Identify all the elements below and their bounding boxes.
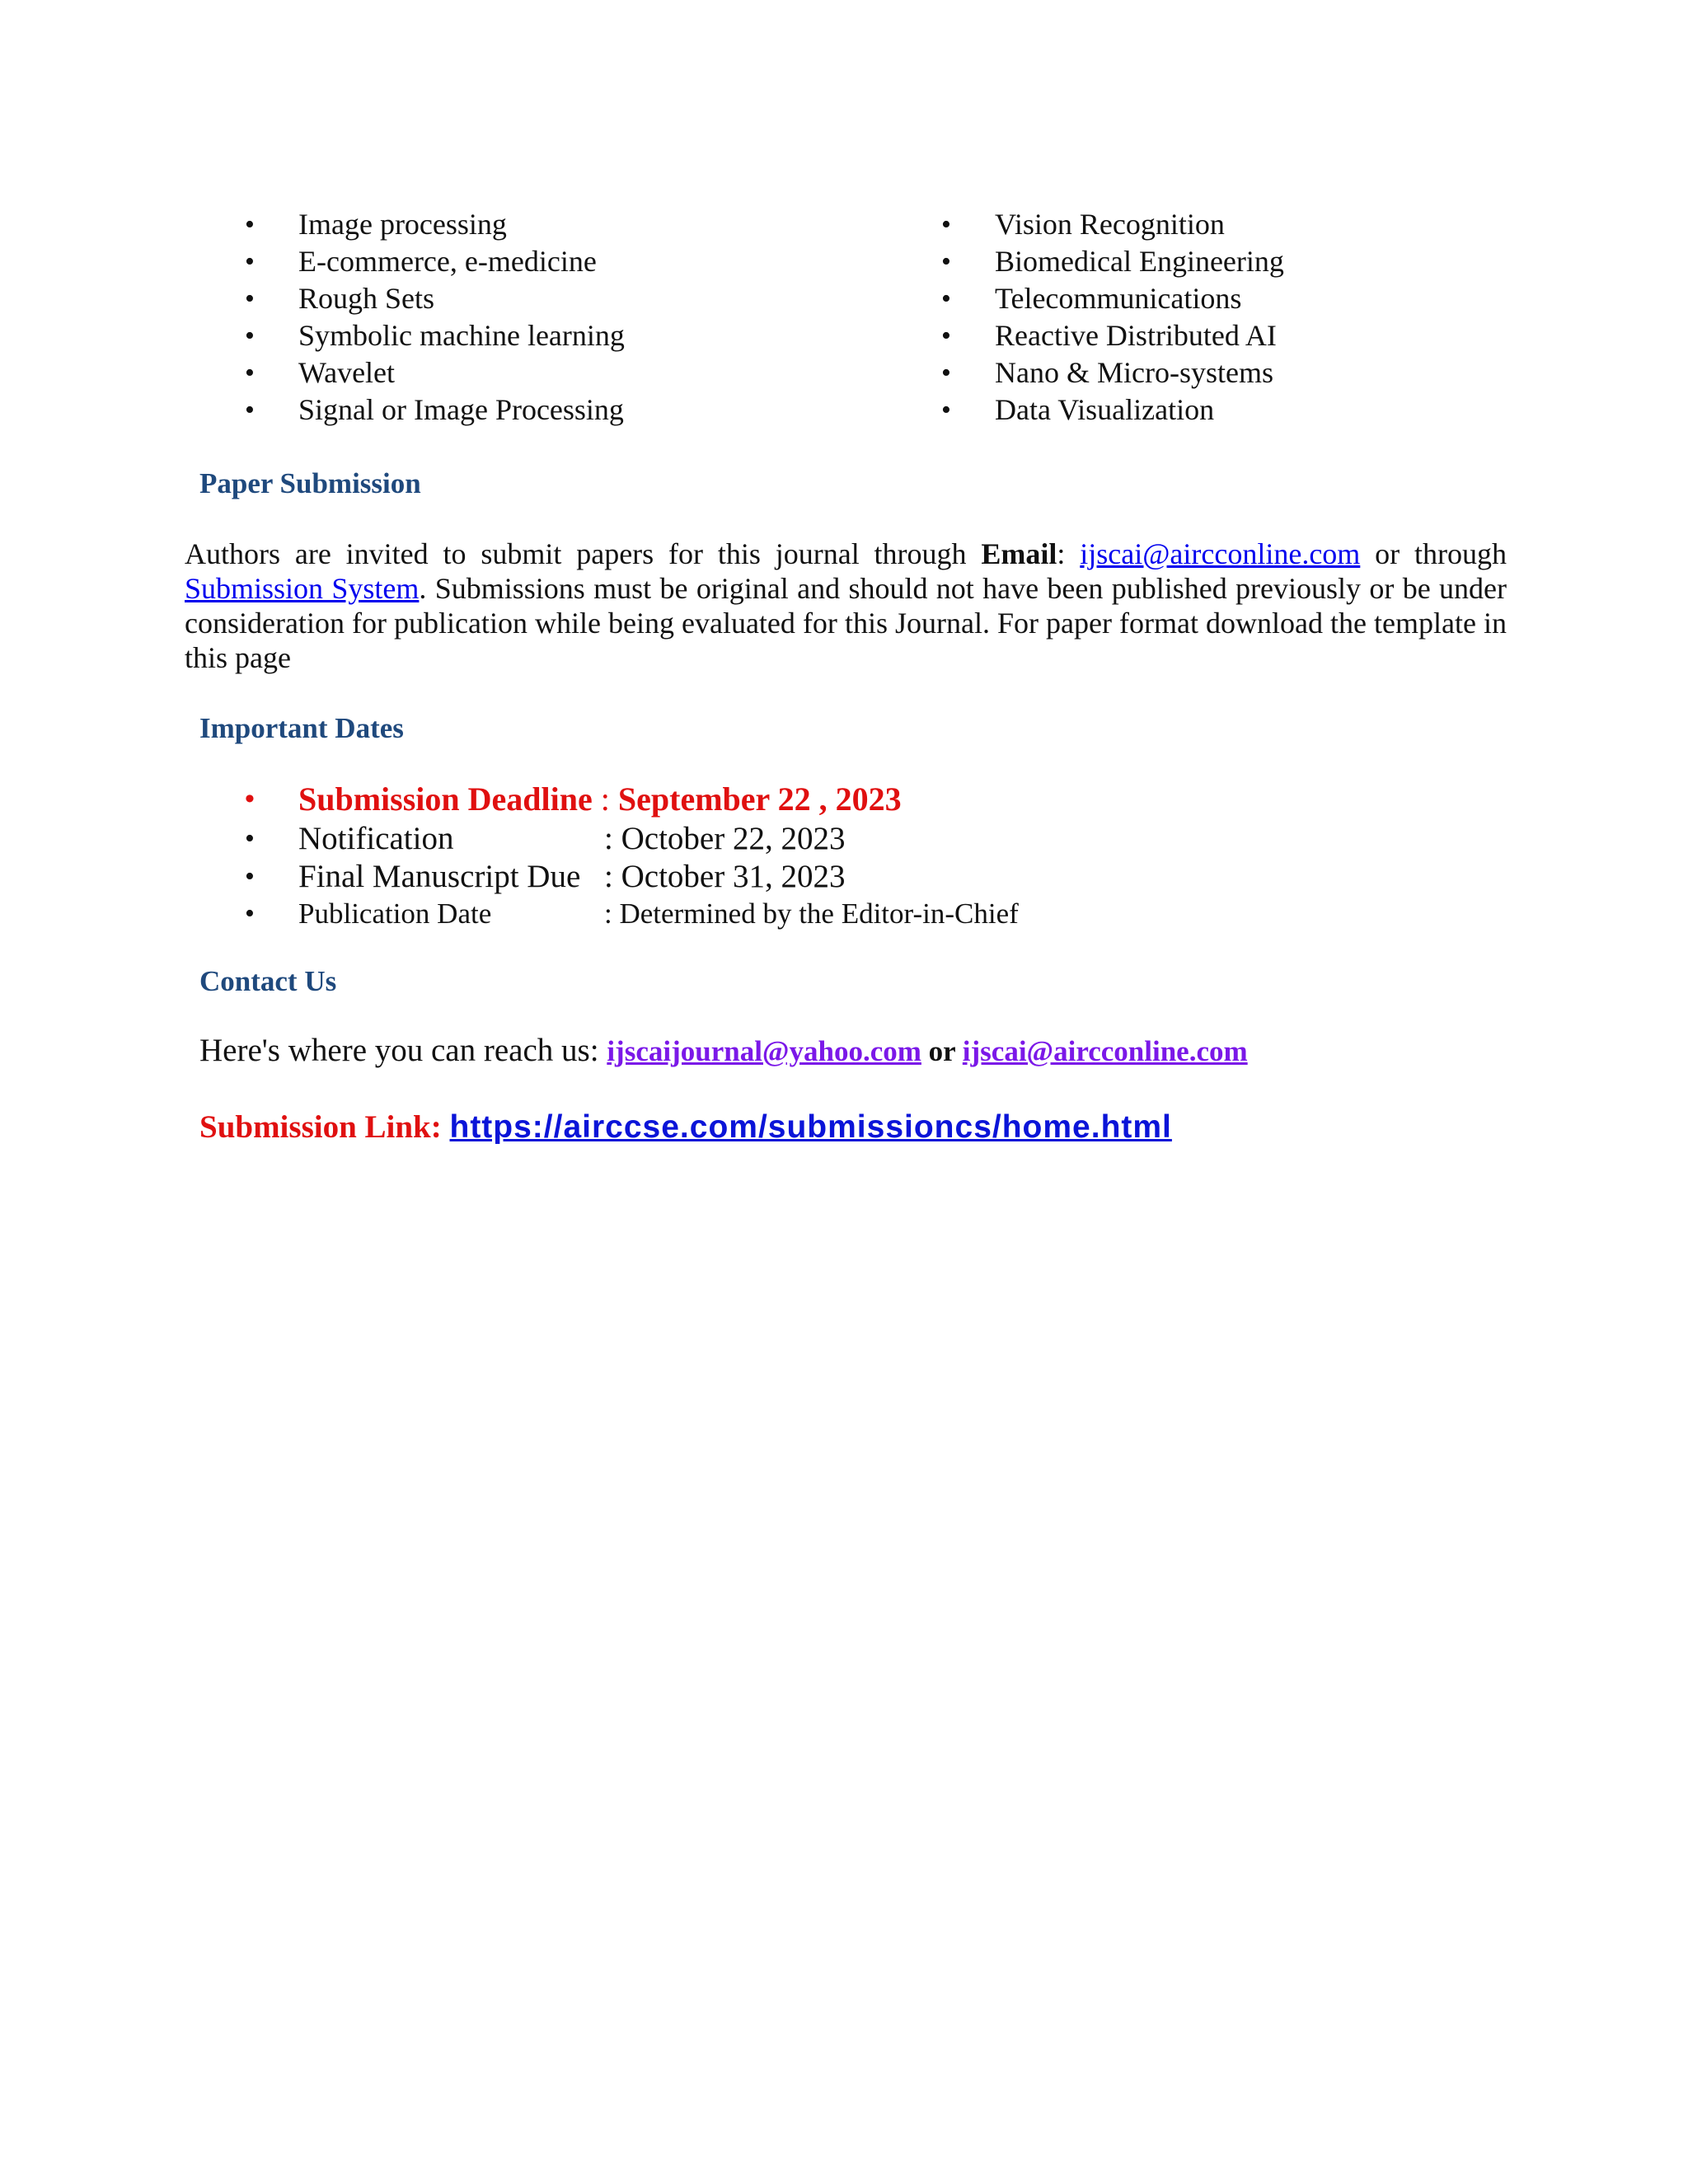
bullet-icon: • <box>941 209 951 240</box>
list-item: • Vision Recognition <box>941 206 1284 243</box>
bullet-icon: • <box>941 321 951 351</box>
list-item: • Nano & Micro-systems <box>941 354 1284 391</box>
list-item: • Symbolic machine learning <box>245 317 625 354</box>
list-item: • Image processing <box>245 206 625 243</box>
bullet-icon: • <box>245 246 255 277</box>
bullet-icon: • <box>245 209 255 240</box>
bullet-icon: • <box>245 395 255 425</box>
bullet-icon: • <box>245 284 255 314</box>
paper-submission-paragraph: Authors are invited to submit papers for this journal through Email: ijscai@aircconline.com or through Submission System. Submissions must be original and should not have been published previously or be under consideration for publication while being evaluated for this Journal. For paper format download the template in this page <box>185 537 1507 674</box>
bullet-icon: • <box>941 246 951 277</box>
date-item-submission-deadline: • Submission Deadline : September 22 , 2023 <box>245 779 1019 820</box>
contact-email-yahoo-link[interactable]: ijscaijournal@yahoo.com <box>607 1035 921 1067</box>
topics-right-column <box>941 206 1284 429</box>
list-item: • Data Visualization <box>941 391 1284 429</box>
submission-email-link[interactable]: ijscai@aircconline.com <box>1080 537 1361 570</box>
list-item: • Rough Sets <box>245 280 625 317</box>
submission-system-link[interactable]: Submission System <box>185 572 420 605</box>
topics-list <box>0 206 1688 445</box>
bullet-icon: • <box>941 395 951 425</box>
bullet-icon: • <box>245 784 255 814</box>
date-item-notification: • Notification : October 22, 2023 <box>245 821 846 856</box>
list-item: • Wavelet <box>245 354 625 391</box>
submission-url-link[interactable]: https://airccse.com/submissioncs/home.html <box>449 1109 1172 1145</box>
list-item: • E-commerce, e-medicine <box>245 243 625 280</box>
bullet-icon: • <box>245 898 255 929</box>
bullet-icon: • <box>941 358 951 388</box>
submission-link-line <box>199 1108 1172 1146</box>
date-item-publication: • Publication Date : Determined by the Editor-in-Chief <box>245 896 1019 932</box>
date-item-final-manuscript: • Final Manuscript Due : October 31, 2023 <box>245 859 846 894</box>
contact-email-airccse-link[interactable]: ijscai@aircconline.com <box>962 1035 1248 1067</box>
contact-line: Here's where you can reach us: ijscaijournal@yahoo.com or ijscai@aircconline.com <box>199 1033 1248 1068</box>
contact-us-heading: Contact Us <box>199 965 337 997</box>
submission-link-label: Submission Link: <box>199 1109 450 1145</box>
bullet-icon: • <box>245 321 255 351</box>
topics-left-column <box>245 206 625 429</box>
list-item: • Reactive Distributed AI <box>941 317 1284 354</box>
list-item: • Biomedical Engineering <box>941 243 1284 280</box>
email-label: Email <box>981 537 1057 570</box>
important-dates-heading: Important Dates <box>199 712 404 744</box>
list-item: • Signal or Image Processing <box>245 391 625 429</box>
important-dates-list <box>245 779 1019 932</box>
bullet-icon: • <box>941 284 951 314</box>
bullet-icon: • <box>245 823 255 854</box>
list-item: • Telecommunications <box>941 280 1284 317</box>
paper-submission-heading: Paper Submission <box>199 467 421 499</box>
bullet-icon: • <box>245 358 255 388</box>
bullet-icon: • <box>245 861 255 892</box>
